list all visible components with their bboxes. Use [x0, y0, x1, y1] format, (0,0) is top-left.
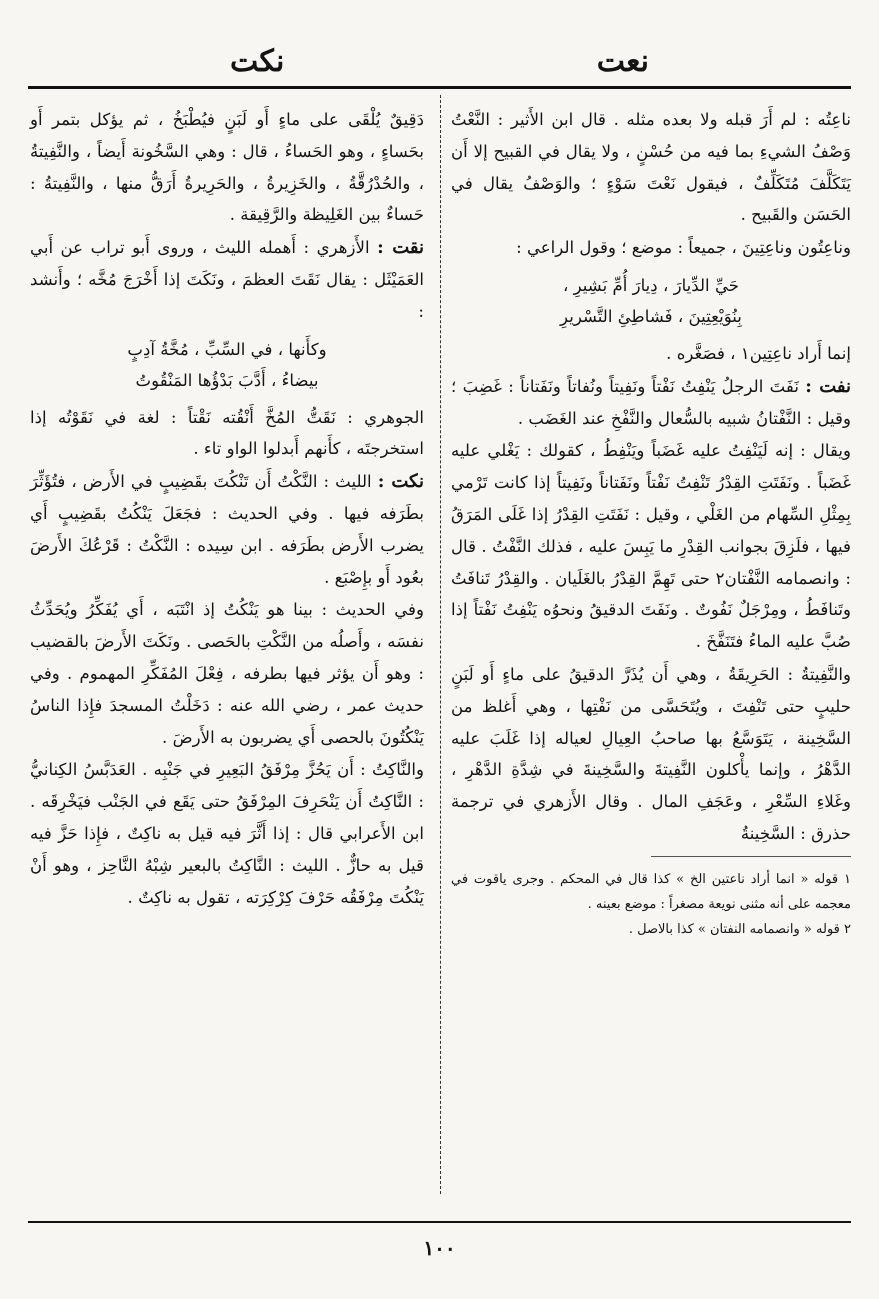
paragraph: وفي الحديث : بينا هو يَنْكُتُ إذ انْتَبَه ، أَي يُفَكِّرُ ويُحَدِّثُ نفسَه ، وأَصلُه من النَّكْتِ بالحَصى . ونَكَتَ الأَرضَ بالقضيب : وهو أَن يؤثر فيها بطرفه ، فِعْلَ المُفَكِّرِ المهموم . وفي حديث عمر ، رضي الله عنه : دَخَلْتُ المسجدَ فإِذا الناسُ يَنْكُتُونَ بالحصى أَي يضربون به الأَرضَ .	[30, 600, 424, 747]
right-column	[451, 104, 851, 942]
verse-line: حَيِّ الدِّيارَ ، دِيارَ أُمِّ بَشِيرِ ،	[562, 275, 740, 295]
paragraph: وناعِتُون وناعِتِينَ ، جميعاً : موضع ؛ وقول الراعي :	[516, 238, 851, 258]
left-column	[30, 104, 424, 914]
verse-line: بِنُوَيْعِتِينَ ، فَشاطِئِ التَّسْريرِ	[560, 306, 742, 326]
footnotes	[451, 867, 851, 942]
page-number: ١٠٠	[423, 1236, 456, 1260]
verse-line: بيضاءُ ، أَدَّبَ بَدْؤُها المَنْقُوتُ	[135, 370, 319, 390]
header-rule	[28, 86, 851, 89]
paragraph: والنَّفِيتةُ : الحَرِيقَةُ ، وهي أَن يُذَرَّ الدقيقُ على ماءٍ أَو لَبَنٍ حليبٍ حتى تَنْفِتَ ، ويُتَحَسَّى من نَفْتِها ، وهي أَغلظ من السَّخِينة ، يَتَوَسَّعُ بها صاحبُ العِيالِ لعياله إذا غَلَبَ عليه الدَّهْرُ ، وإنما يأْكلون النَّفِيتةَ والسَّخِينةَ في شِدَّةِ الدَّهْرِ ، وغَلاءِ السِّعْرِ ، وعَجَفِ المال . وقال الأَزهري في ترجمة حذرق : السَّخِينةُ	[451, 664, 851, 843]
paragraph: ويقال : إنه لَيَنْفِتُ عليه غَضَباً ويَنْفِطُ ، كقولك : يَغْلي عليه غَضَباً . ونَفَتَتِ القِدْرُ تَنْفِتُ نَفْتاً ونَفَتاناً ونَفِيتاً إذا كانت تَرْمي بِمِثْلِ السِّهام من الغَلْي ، وقيل : نَفَتَتِ القِدْرُ إذا غَلَى المَرَقُ فيها ، فلَزِقَ بجوانب القِدْرِ ما يَبِسَ عليه ، فذلك النَّفْتُ . قال : وانصمامه النَّفْتان٢ حتى تَهِمَّ القِدْرُ بالغَلَيان . والقِدْرُ تَنافَتُ وتَنافَطُ ، ومِرْجَلٌ نَفُوتٌ . ونَفَتَ الدقيقُ ونحوُه يَنْفِتُ نَفْتاً إذا صُبَّ عليه الماءُ فتَنَفَّخَ .	[451, 441, 851, 652]
paragraph: إنما أَراد ناعِتِين١ ، فصَغَّره .	[666, 343, 851, 363]
entry-nkt	[30, 466, 424, 593]
footnote-separator	[651, 856, 851, 857]
headword: نكت :	[377, 471, 425, 493]
paragraph: ناعِتُه : لم أَرَ قبله ولا بعده مثله . قال ابن الأَثير : النَّعْتُ وَصْفُ الشيءِ بما فيه من حُسْنٍ ، ولا يقال في القبيح إلا أَن يَتَكَلَّفَ مُتَكَلِّفٌ ، فيقول نَعْتَ سَوْءٍ ؛ والوَصْفُ يقال في الحَسَن والقَبيح .	[451, 110, 851, 225]
entry-text: الليث : النَّكْتُ أَن تَنْكُتَ بقَضِيبٍ في الأَرض ، فتُؤَثِّرَ بطَرَفه فيها . وفي الحديث : فجَعَلَ يَنْكُتُ بقَضِيبٍ أَي يضرب الأَرض بطَرَفه . ابن سِيده : النَّكْتُ : قَرْعُكَ الأَرضَ بعُود أَو بإِصْبَع .	[30, 472, 424, 587]
entry-text: الأَزهري : أَهمله الليث ، وروى أَبو تراب عن أَبي العَمَيْثَل : يقال نَقَتَ العظمَ ، ونَكَتَ إذا أَخْرَجَ مُخَّه ؛ وأَنشد :	[30, 238, 424, 321]
verse-line: وكأَنها ، في السِّبِّ ، مُخَّةُ آدِبٍ	[127, 339, 327, 359]
paragraph: دَقِيقٌ يُلْقَى على ماءٍ أَو لَبَنٍ فيُطْبَخُ ، ثم يؤكل بتمر أَو بحَساءٍ ، وهو الحَساءُ ، قال : وهي السَّخُونة أَيضاً ، والنَّفِيتةُ ، والحُدْرُقَّةُ ، والخَزِيرةُ ، والحَرِيرةُ أَرَقُّ منها ، والنَّفِيتةُ : حَساءٌ بين الغَلِيظة والرَّقِيقة .	[30, 110, 424, 225]
entry-nqt	[30, 232, 424, 327]
footnote: ٢ قوله « وانصمامه النفتان » كذا بالاصل .	[628, 921, 851, 937]
entry-text: نَفَتَ الرجلُ يَنْفِتُ نَفْتاً ونَفِيتاً ونُفاتاً ونَفَتاناً : غَضِبَ ؛ وقيل : النَّفْتانُ شبيه بالسُّعال والنَّفْخِ عند الغَضَب .	[451, 376, 851, 428]
column-divider	[440, 95, 441, 1194]
paragraph: والنَّاكِتُ : أَن يَحُزَّ مِرْفَقُ البَعِيرِ في جَنْبِه . العَدَبَّسُ الكِنانيُّ : النَّاكِتُ أَن يَنْحَرِفَ المِرْفَقُ حتى يَقَع في الجَنْب فيَخْرِقَه . ابن الأَعرابي قال : إذا أَثَّرَ فيه قيل به ناكِتٌ ، فإِذا حَزَّ فيه قيل به حازٌّ . الليث : النَّاكِتُ بالبعير شِبْهُ النَّاحِز ، وهو أَنْ يَنْكُتَ مِرْفَقُه حَرْفَ كِرْكِرَته ، تقول به ناكِتٌ .	[30, 760, 424, 907]
headword: نفت :	[805, 375, 851, 397]
headword: نقت :	[377, 237, 424, 259]
entry-nft	[451, 371, 851, 435]
verse	[451, 270, 851, 332]
verse	[30, 334, 424, 396]
footnote: ١ قوله « انما أراد ناعتين الخ » كذا قال في المحكم . وجرى ياقوت في معجمه على أنه مثنى نويعة مصغراً : موضع بعينه .	[451, 871, 851, 912]
page-header	[30, 38, 849, 88]
header-right-word: نعت	[596, 44, 649, 79]
header-left-word: نكت	[230, 44, 285, 79]
paragraph: الجوهري : نَقَتُّ المُخَّ أَنْقُته نَقْتاً : لغة في نَقَوْتُه إذا استخرجتَه ، كأَنهم أَبدلوا الواو تاء .	[30, 407, 424, 459]
footer-rule	[28, 1221, 851, 1223]
